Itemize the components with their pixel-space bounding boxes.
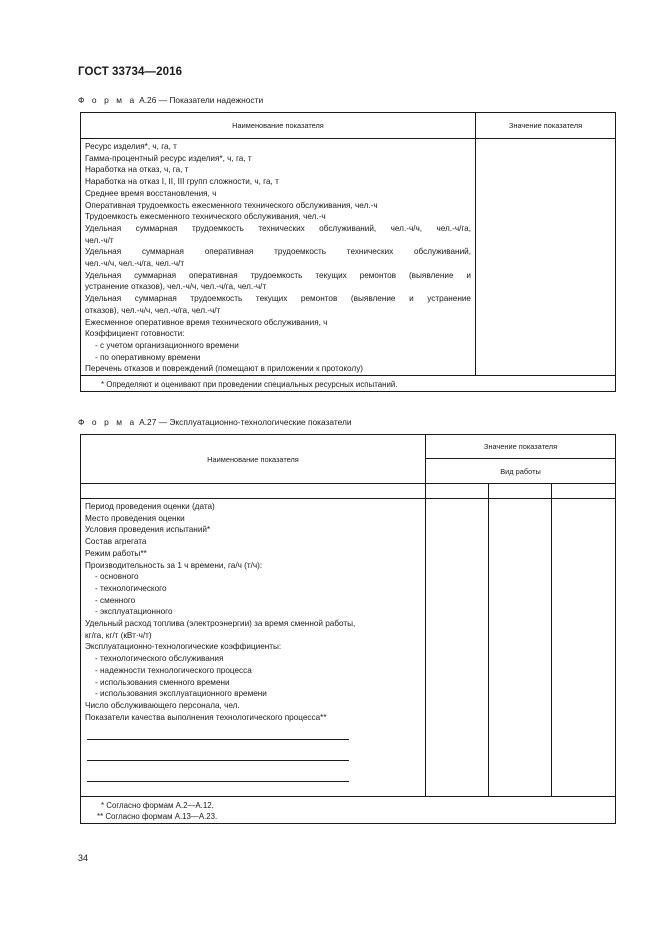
spacer-cell: [81, 484, 426, 499]
value-cell: [476, 139, 616, 376]
indicator-line: Удельная суммарная трудоемкость технических обслуживаний, чел.-ч/ч, чел.-ч/га,: [85, 223, 471, 233]
page-number: 34: [78, 853, 89, 863]
blank-entry-line: [87, 781, 349, 782]
indicator-line: - использования эксплуатационного времени: [95, 689, 267, 699]
value-cell: [552, 499, 616, 797]
header-mode-cell: Вид работы: [426, 459, 616, 484]
footnotes-a27: [81, 797, 616, 824]
indicator-line: чел.-ч/т: [85, 235, 114, 245]
header-value-cell: Значение показателя: [426, 435, 616, 459]
indicator-line: - технологического обслуживания: [95, 654, 224, 664]
form-a27-table: [80, 434, 616, 824]
indicator-line: Удельная суммарная оперативная трудоемкость текущих ремонтов (выявление и: [85, 270, 471, 280]
indicator-line: - основного: [95, 572, 139, 582]
indicator-line: Перечень отказов и повреждений (помещают в приложении к протоколу): [85, 364, 364, 374]
indicator-line: Эксплуатационно-технологические коэффициенты:: [85, 642, 282, 652]
indicator-line: - технологического: [95, 583, 167, 593]
footnote-line: ** Согласно формам А.13—А.23.: [97, 812, 218, 821]
form-label-word: Ф о р м а: [78, 417, 137, 427]
indicator-line: - с учетом организационного времени: [95, 340, 239, 350]
indicator-line: Удельная суммарная трудоемкость текущих ремонтов (выявление и устранение: [85, 294, 471, 304]
indicator-line: Среднее время восстановления, ч: [85, 188, 217, 198]
indicator-line: Гамма-процентный ресурс изделия*, ч, га, т: [85, 153, 252, 163]
indicator-line: Наработка на отказ I, II, III групп сложности, ч, га, т: [85, 177, 279, 187]
header-name-cell: Наименование показателя: [81, 435, 426, 484]
value-cell: [489, 484, 552, 499]
indicator-line: - эксплуатационного: [95, 607, 173, 617]
indicator-line: Показатели качества выполнения технологического процесса**: [85, 712, 327, 722]
document-title: ГОСТ 33734—2016: [78, 66, 183, 78]
indicator-line: Трудоемкость ежесменного технического обслуживания, чел.-ч: [85, 212, 326, 222]
indicator-line: Условия проведения испытаний*: [85, 525, 211, 535]
indicator-line: отказов), чел.-ч/ч, чел.-ч/га, чел.-ч/т: [85, 305, 221, 315]
indicator-line: Оперативная трудоемкость ежесменного технического обслуживания, чел.-ч: [85, 200, 378, 210]
form-caption-text: А.27 — Эксплуатационно-технологические показатели: [136, 417, 352, 427]
indicator-line: Состав агрегата: [85, 537, 147, 547]
indicator-line: - надежности технологического процесса: [95, 665, 252, 675]
form-a26-caption: [78, 95, 263, 105]
indicator-line: Ресурс изделия*, ч, га, т: [85, 142, 177, 151]
footnote-a26: * Определяют и оценивают при проведении специальных ресурсных испытаний.: [81, 376, 616, 392]
indicator-line: Коэффициент готовности:: [85, 329, 185, 339]
header-value-cell: Значение показателя: [476, 113, 616, 139]
form-a27-caption: [78, 417, 352, 427]
indicator-line: Наработка на отказ, ч, га, т: [85, 165, 189, 175]
form-caption-text: А.26 — Показатели надежности: [136, 95, 264, 105]
indicator-line: Период проведения оценки (дата): [85, 502, 215, 511]
indicator-line: Удельный расход топлива (электроэнергии) за время сменной работы,: [85, 619, 356, 629]
indicator-line: Производительность за 1 ч времени, га/ч (т/ч):: [85, 560, 263, 570]
indicator-line: Ежесменное оперативное время технического обслуживания, ч: [85, 317, 328, 327]
form-a26-table: [80, 112, 616, 392]
indicator-line: Число обслуживающего персонала, чел.: [85, 700, 240, 710]
indicator-line: Удельная суммарная оперативная трудоемкость технических обслуживаний,: [85, 247, 471, 257]
indicator-line: кг/га, кг/т (кВт·ч/т): [85, 630, 152, 640]
indicators-list-cell: [81, 139, 476, 376]
value-cell: [552, 484, 616, 499]
value-cell: [489, 499, 552, 797]
indicators-list-cell: [81, 499, 426, 797]
value-cell: [426, 484, 489, 499]
indicator-line: Место проведения оценки: [85, 513, 185, 523]
indicator-line: Режим работы**: [85, 548, 147, 558]
header-name-cell: Наименование показателя: [81, 113, 476, 139]
form-label-word: Ф о р м а: [78, 95, 137, 105]
indicator-line: - по оперативному времени: [95, 352, 201, 362]
indicator-line: устранение отказов), чел.-ч/ч, чел.-ч/га, чел.-ч/т: [85, 282, 267, 292]
indicator-line: - использования сменного времени: [95, 677, 230, 687]
value-cell: [426, 499, 489, 797]
footnote-line: * Согласно формам А.2—А.12.: [101, 801, 214, 810]
indicator-line: чел.-ч/ч, чел.-ч/га, чел.-ч/т: [85, 259, 185, 269]
indicator-line: - сменного: [95, 595, 136, 605]
